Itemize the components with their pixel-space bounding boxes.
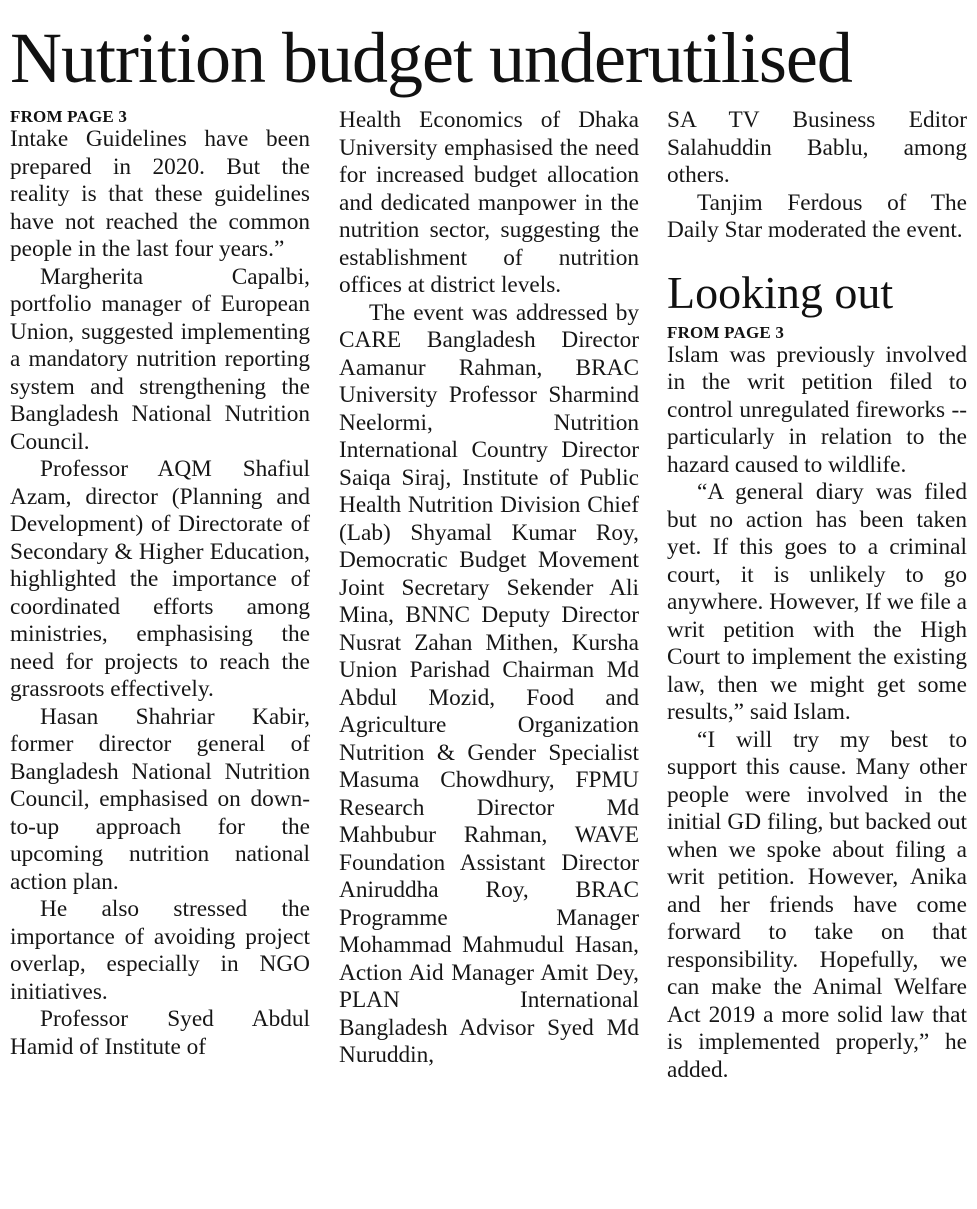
article-paragraph: Professor AQM Shafiul Azam, director (Planning and Development) of Directorate of Secondary & Higher Education, highlighted the importance of coordinated efforts among ministries, emphasising the need for projects to reach the grassroots effectively. xyxy=(10,456,310,702)
article-paragraph: Hasan Shahriar Kabir, former director general of Bangladesh National Nutrition Council, emphasised on down-to-up approach for the upcoming nutrition national action plan. xyxy=(10,703,310,895)
article-paragraph: “A general diary was filed but no action has been taken yet. If this goes to a criminal court, it is unlikely to go anywhere. However, If we file a writ petition with the High Court to implement the existing law, then we might get some results,” said Islam. xyxy=(667,479,967,725)
column-2 xyxy=(339,107,639,1070)
article-paragraph: Islam was previously involved in the writ petition filed to control unregulated fireworks -- particularly in relation to the hazard caused to wildlife. xyxy=(667,341,967,478)
column-3 xyxy=(667,107,967,1084)
article-paragraph: Tanjim Ferdous of The Daily Star moderated the event. xyxy=(667,189,967,243)
jump-label: FROM PAGE 3 xyxy=(667,322,785,342)
article-paragraph: Intake Guidelines have been prepared in 2020. But the reality is that these guidelines have not reached the common people in the last four years.” xyxy=(10,126,310,262)
article-paragraph: SA TV Business Editor Salahuddin Bablu, among others. xyxy=(667,107,967,188)
article-paragraph: Professor Syed Abdul Hamid of Institute of xyxy=(10,1006,310,1060)
article-paragraph: The event was addressed by CARE Bangladesh Director Aamanur Rahman, BRAC University Professor Sharmind Neelormi, Nutrition International Country Director Saiqa Siraj, Institute of Public Health Nutrition Division Chief (Lab) Shyamal Kumar Roy, Democratic Budget Movement Joint Secretary Sekender Ali Mina, BNNC Deputy Director Nusrat Zahan Mithen, Kursha Union Parishad Chairman Md Abdul Mozid, Food and Agriculture Organization Nutrition & Gender Specialist Masuma Chowdhury, FPMU Research Director Md Mahbubur Rahman, WAVE Foundation Assistant Director Aniruddha Roy, BRAC Programme Manager Mohammad Mahmudul Hasan, Action Aid Manager Amit Dey, PLAN International Bangladesh Advisor Syed Md Nuruddin, xyxy=(339,299,639,1068)
article-paragraph: He also stressed the importance of avoiding project overlap, especially in NGO initiatives. xyxy=(10,896,310,1005)
main-headline: Nutrition budget underutilised xyxy=(10,18,852,98)
jump-label: FROM PAGE 3 xyxy=(10,107,128,126)
second-headline: Looking out xyxy=(667,266,894,318)
column-1 xyxy=(10,107,310,1061)
article-paragraph: Margherita Capalbi, portfolio manager of European Union, suggested implementing a mandatory nutrition reporting system and strengthening the Bangladesh National Nutrition Council. xyxy=(10,263,310,455)
article-paragraph: “I will try my best to support this cause. Many other people were involved in the initial GD filing, but backed out when we spoke about filing a writ petition. However, Anika and her friends have come forward to take on that responsibility. Hopefully, we can make the Animal Welfare Act 2019 a more solid law that is implemented properly,” he added. xyxy=(667,726,967,1083)
article-paragraph: Health Economics of Dhaka University emphasised the need for increased budget allocation and dedicated manpower in the nutrition sector, suggesting the establishment of nutrition offices at district levels. xyxy=(339,107,639,298)
